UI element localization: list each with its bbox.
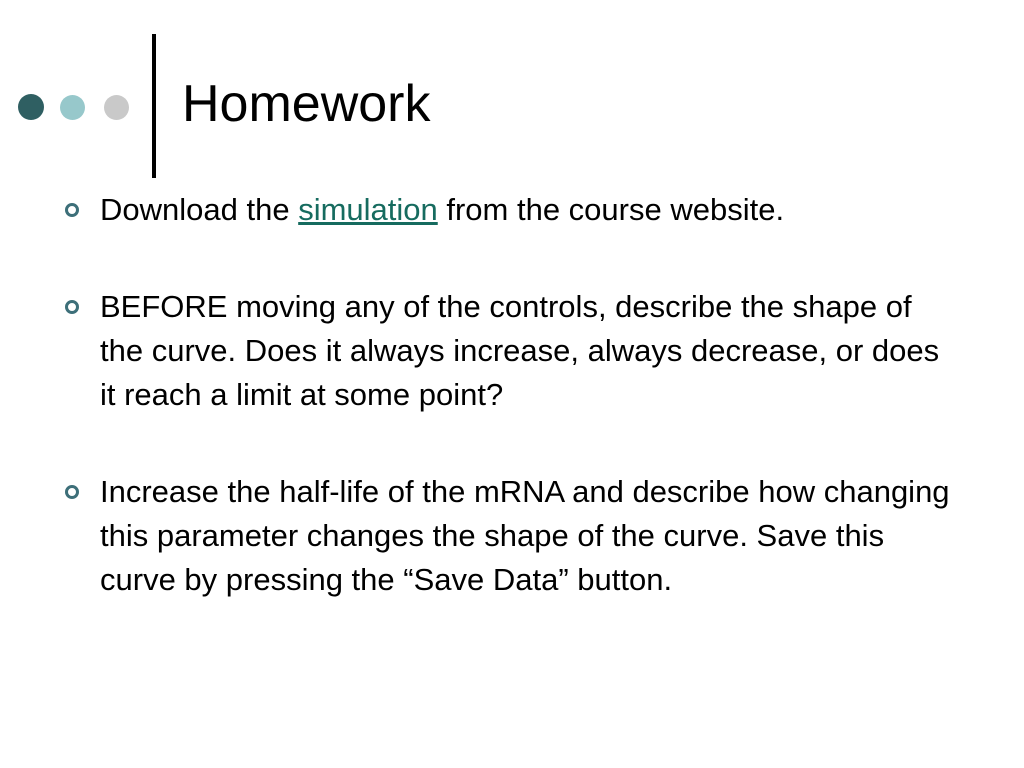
decorative-dot-dark xyxy=(18,94,44,120)
bullet-icon xyxy=(65,300,79,314)
bullet-item-half-life xyxy=(62,470,962,602)
bullet-icon xyxy=(65,485,79,499)
simulation-link[interactable]: simulation xyxy=(298,192,438,227)
bullet-item-download xyxy=(62,188,962,232)
bullet-text: Increase the half-life of the mRNA and describe how changing this parameter changes the shape of the curve. Save this curve by pressing the “Save Data” button. xyxy=(100,474,950,597)
bullet-item-describe-curve xyxy=(62,285,962,417)
bullet-text-before: Download the xyxy=(100,192,299,227)
decorative-dot-gray xyxy=(104,95,129,120)
bullet-icon xyxy=(65,203,79,217)
slide-title: Homework xyxy=(182,75,431,133)
title-divider xyxy=(152,34,156,178)
decorative-dot-light xyxy=(60,95,85,120)
bullet-text: BEFORE moving any of the controls, describe the shape of the curve. Does it always increase, always decrease, or does it reach a limit at some point? xyxy=(100,289,940,412)
bullet-list xyxy=(62,188,962,602)
bullet-text-after: from the course website. xyxy=(437,192,785,227)
